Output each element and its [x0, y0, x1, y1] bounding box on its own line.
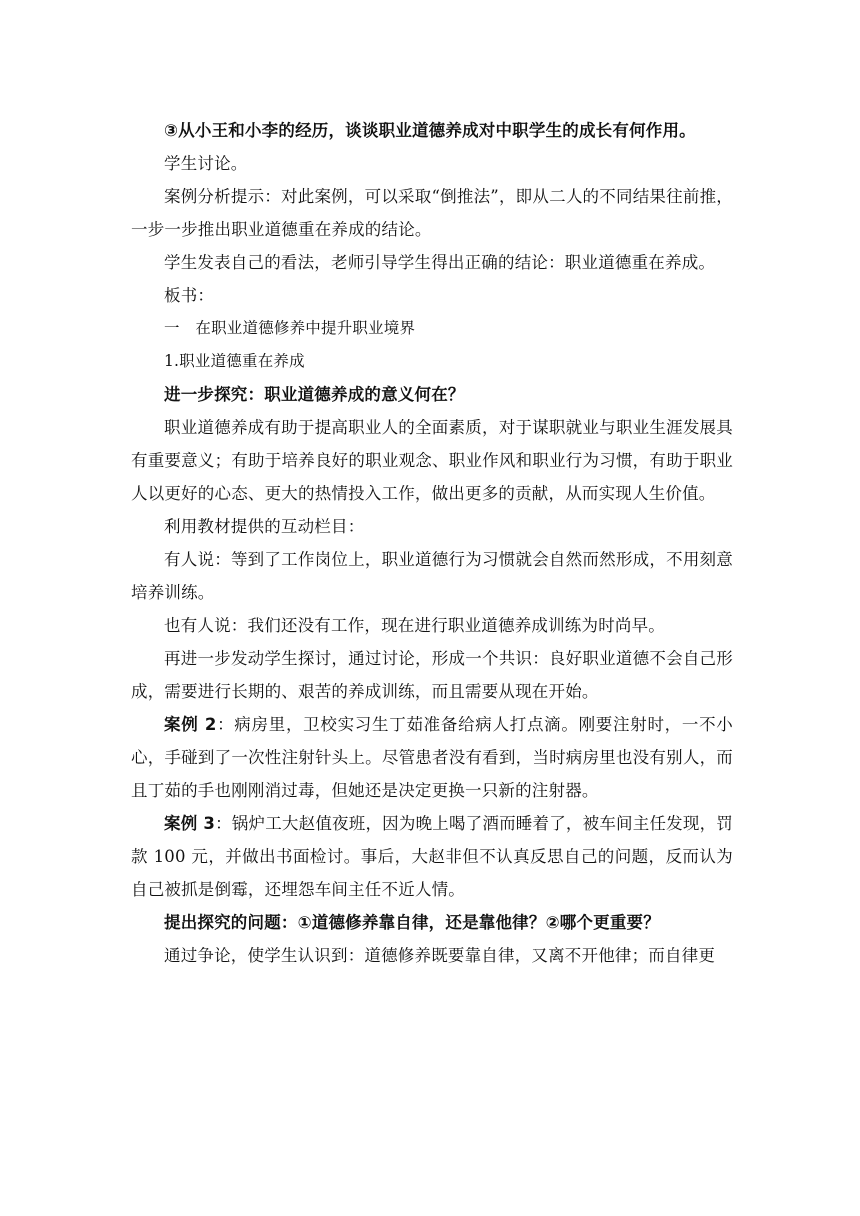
through-debate-paragraph: 通过争论，使学生认识到：道德修养既要靠自律，又离不开他律；而自律更	[164, 946, 716, 965]
further-inquiry-heading: 进一步探究：职业道德养成的意义何在？	[164, 385, 465, 404]
case-3-paragraph	[131, 807, 733, 906]
interactive-column-paragraph: 利用教材提供的互动栏目：	[164, 517, 365, 536]
significance-paragraph: 职业道德养成有助于提高职业人的全面素质，对于谋职就业与职业生涯发展具有重要意义；有助于培养良好的职业观念、职业作风和职业行为习惯，有助于职业人以更好的心态、更大的热情投入工作，做出更多的贡献，从而实现人生价值。	[131, 418, 733, 503]
case-2-label: 案例 2	[164, 715, 217, 734]
student-opinion-paragraph: 学生发表自己的看法，老师引导学生得出正确的结论：职业道德重在养成。	[164, 253, 716, 272]
case-2-paragraph	[131, 708, 733, 807]
others-say-paragraph: 也有人说：我们还没有工作，现在进行职业道德养成训练为时尚早。	[164, 616, 665, 635]
student-discussion-paragraph: 学生讨论。	[164, 154, 248, 173]
someone-says-paragraph: 有人说：等到了工作岗位上，职业道德行为习惯就会自然而然形成，不用刻意培养训练。	[131, 550, 733, 602]
board-heading-1-1: 1.职业道德重在养成	[164, 352, 305, 370]
consensus-paragraph: 再进一步发动学生探讨，通过讨论，形成一个共识：良好职业道德不会自己形成，需要进行长期的、艰苦的养成训练，而且需要从现在开始。	[131, 649, 733, 701]
inquiry-questions-paragraph: 提出探究的问题：①道德修养靠自律，还是靠他律？②哪个更重要？	[164, 913, 660, 932]
board-heading-1: 一 在职业道德修养中提升职业境界	[164, 319, 416, 337]
board-writing-label: 板书：	[164, 286, 215, 305]
case-2-text: ：病房里，卫校实习生丁茹准备给病人打点滴。刚要注射时，一不小心，手碰到了一次性注射针头上。尽管患者没有看到，当时病房里也没有别人，而且丁茹的手也刚刚消过毒，但她还是决定更换一只新的注射器。	[131, 715, 734, 800]
case-analysis-hint-paragraph: 案例分析提示：对此案例，可以采取“倒推法”，即从二人的不同结果往前推，一步一步推出职业道德重在养成的结论。	[131, 187, 733, 239]
question-3-paragraph: ③从小王和小李的经历，谈谈职业道德养成对中职学生的成长有何作用。	[164, 121, 696, 140]
document-body	[131, 114, 733, 972]
case-3-text: ：锅炉工大赵值夜班，因为晚上喝了酒而睡着了，被车间主任发现，罚款 100 元，并做出书面检讨。事后，大赵非但不认真反思自己的问题，反而认为自己被抓是倒霉，还埋怨车间主任不近人情。	[131, 814, 734, 899]
case-3-label: 案例 3	[164, 814, 216, 833]
